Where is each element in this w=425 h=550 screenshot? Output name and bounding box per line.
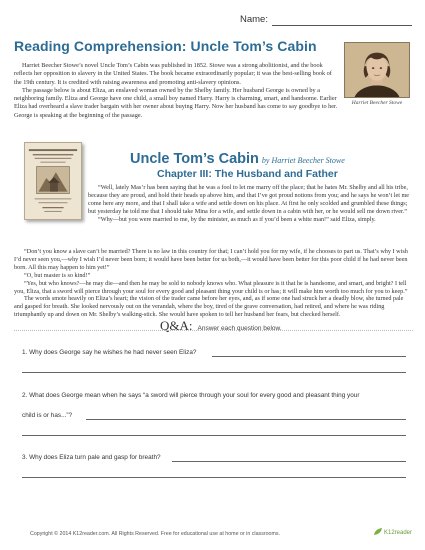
question-3: 3. Why does Eliza turn pale and gasp for breath? [22, 454, 161, 461]
qa-heading [160, 317, 282, 335]
story-text-wrapped [88, 184, 413, 224]
qa-label: Q&A: [160, 318, 193, 333]
answer-line[interactable] [22, 435, 406, 436]
story-text-full [14, 248, 413, 319]
qa-divider [14, 330, 413, 331]
story-title [130, 150, 345, 168]
portrait-illustration [345, 43, 409, 97]
story-title-text: Uncle Tom’s Cabin [130, 151, 259, 167]
leaf-icon [374, 528, 383, 535]
story-byline: by Harriet Beecher Stowe [261, 156, 345, 165]
footer [0, 528, 425, 542]
question-1: 1. Why does George say he wishes he had never seen Eliza? [22, 349, 197, 356]
story-paragraph: The words smote heavily on Eliza’s heart; the vision of the trader came before her eyes, and, as if some one had struck her a deadly blow, she turned pale and gasped for breath. She looked nervously out on the verandah, where the boy, tired of the grave conversation, had retired, and where he was riding triumphantly up and down on Mr. Shelby’s walking-stick. She would have spoken to tell her husband her fears, but checked herself. [14, 295, 404, 319]
story-paragraph: “O, but master is so kind!” [24, 271, 91, 279]
story-paragraph: “Yes, but who knows?—he may die—and then he may be sold to nobody knows who. What pleasure is it that he is handsome, and smart, and bright? I tell you, Eliza, that a sword will pierce through your soul for every good and pleasant thing your child is or has; it will make him worth too much for you to keep.” [14, 279, 408, 295]
name-label: Name: [240, 14, 268, 25]
intro-paragraph: Harriet Beecher Stowe’s novel Uncle Tom’s Cabin was published in 1852. Stowe was a strong abolitionist, and the book reflects her opposition to slavery in the United States. The book became extraordinarily popular; it was the best-selling book of the 19th century. It is credited with raising awareness and promoting anti-slavery opinions. [14, 62, 332, 86]
answer-line[interactable] [22, 477, 406, 478]
answer-line[interactable] [212, 356, 406, 357]
intro-text [14, 62, 340, 120]
copyright-text: Copyright © 2014 K12reader.com. All Rights Reserved. Free for educational use at home or in classrooms. [30, 531, 281, 537]
name-blank-line[interactable] [272, 25, 412, 26]
brand-logo [374, 528, 412, 536]
chapter-title: Chapter III: The Husband and Father [157, 168, 338, 180]
story-paragraph: “Don’t you know a slave can’t be married? There is no law in this country for that; I can’t hold you for my wife, if he chooses to part us. That’s why I wish I’d never seen you,—why I wish I’d never been born; it would have been better for us both,—it would have been better for this poor child if he had never been born. All this may happen to him yet!” [14, 248, 408, 271]
question-2-continued: child is or has...”? [22, 412, 73, 419]
book-cover-illustration [25, 143, 81, 219]
author-portrait [344, 42, 410, 98]
story-paragraph: “Well, lately Mas’r has been saying that he was a fool to let me marry off the place; that he hates Mr. Shelby and all his tribe, because they are proud, and hold their heads up above him, and that I’ve got proud notions from you; and he says he won’t let me come here any more, and that I shall take a wife and settle down on his place. At first he only scolded and grumbled these things; but yesterday he told me that I should take Mina for a wife, and settle down in a cabin with her, or he would sell me down river.” [88, 184, 410, 215]
answer-line[interactable] [86, 419, 406, 420]
answer-line[interactable] [22, 372, 406, 373]
name-field[interactable] [240, 14, 412, 28]
qa-instructions: Answer each question below. [197, 325, 282, 332]
intro-paragraph: The passage below is about Eliza, an enslaved woman owned by the Shelby family. Her husband George is owned by a neighboring family. Eliza and George have one child, a small boy named Harry. Harry is charming, smart, and handsome. Earlier Eliza had overheard a slave trader bargain with her owner about buying Harry. Now her husband has come to say goodbye to her. George is speaking at the beginning of the passage. [14, 86, 338, 119]
story-paragraph: “Why—but you were married to me, by the minister, as much as if you’d been a white man!” said Eliza, simply. [98, 215, 376, 223]
book-cover-image [24, 142, 82, 220]
portrait-caption: Harriet Beecher Stowe [351, 100, 403, 106]
page-title: Reading Comprehension: Uncle Tom’s Cabin [14, 38, 317, 54]
question-2: 2. What does George mean when he says “a sword will pierce through your soul for every good and pleasant thing your [22, 392, 360, 399]
brand-logo-text: K12reader [384, 530, 413, 536]
answer-line[interactable] [172, 461, 406, 462]
